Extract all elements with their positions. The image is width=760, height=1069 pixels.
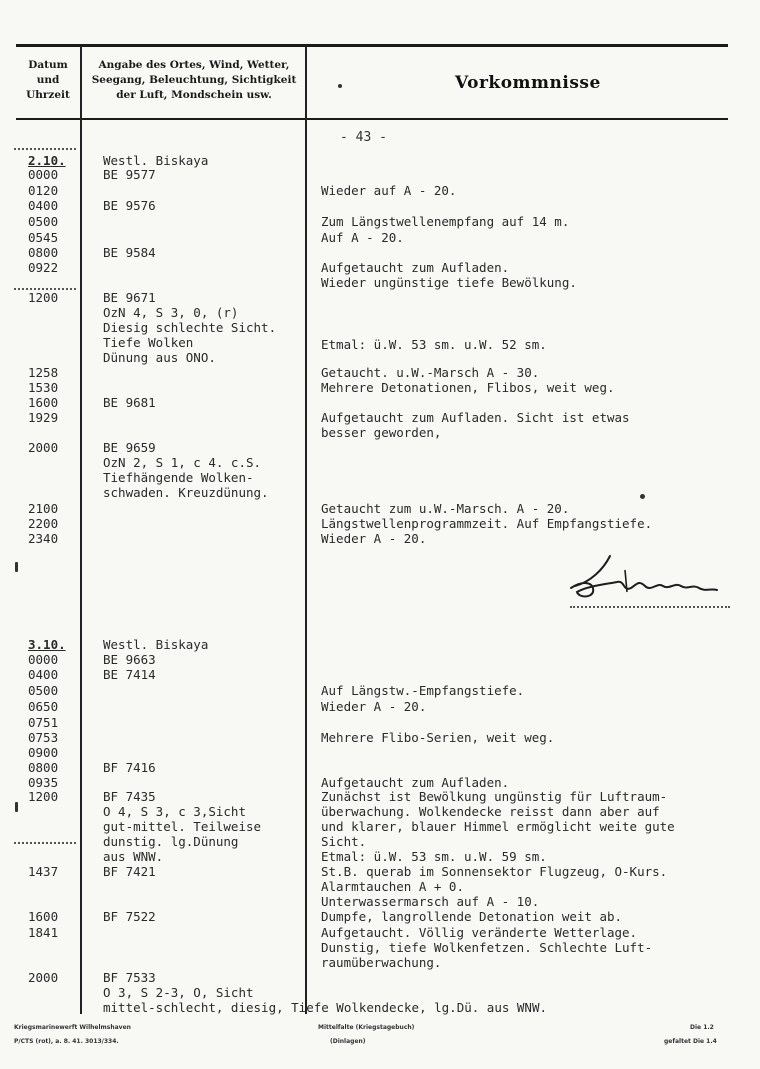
time-cell: 0000 bbox=[28, 167, 59, 182]
time-cell: 1600 bbox=[28, 909, 59, 924]
event-text: und klarer, blauer Himmel ermöglicht weite gute bbox=[321, 819, 675, 834]
location-text: BE 9681 bbox=[103, 395, 156, 410]
date-label: 2.10. bbox=[28, 153, 66, 168]
event-text: Dumpfe, langrollende Detonation weit ab. bbox=[321, 909, 623, 924]
location-text: OzN 4, S 3, 0, (r) bbox=[103, 305, 239, 320]
time-cell: 0545 bbox=[28, 230, 59, 245]
time-cell: 2100 bbox=[28, 501, 59, 516]
time-cell: 0500 bbox=[28, 683, 59, 698]
location-text: dunstig. lg.Dünung bbox=[103, 834, 239, 849]
header-location-weather: Angabe des Ortes, Wind, Wetter, Seegang, Beleuchtung, Sichtigkeit der Luft, Mondschein usw. bbox=[91, 59, 297, 101]
time-cell: 0650 bbox=[28, 699, 59, 714]
footer-fold-note: Mittelfalte (Kriegstagebuch) bbox=[318, 1024, 415, 1031]
location-text: BF 7533 bbox=[103, 970, 156, 985]
date-label: 3.10. bbox=[28, 637, 66, 652]
location-text: schwaden. Kreuzdünung. bbox=[103, 485, 269, 500]
event-text: Wieder ungünstige tiefe Bewölkung. bbox=[321, 275, 577, 290]
time-cell: 0400 bbox=[28, 667, 59, 682]
time-cell: 0800 bbox=[28, 245, 59, 260]
ink-speck bbox=[15, 562, 18, 572]
time-cell: 2000 bbox=[28, 440, 59, 455]
event-text: Sicht. bbox=[321, 834, 367, 849]
footer-fold-right-2: gefaltet Die 1.4 bbox=[664, 1038, 717, 1045]
location-text: aus WNW. bbox=[103, 849, 164, 864]
location-text: BF 7435 bbox=[103, 789, 156, 804]
location-text: Tiefhängende Wolken- bbox=[103, 470, 254, 485]
time-cell: 1600 bbox=[28, 395, 59, 410]
dotted-separator bbox=[14, 148, 76, 150]
time-cell: 0400 bbox=[28, 198, 59, 213]
location-text: Diesig schlechte Sicht. bbox=[103, 320, 277, 335]
location-text: Dünung aus ONO. bbox=[103, 350, 216, 365]
event-text: Getaucht zum u.W.-Marsch. A - 20. bbox=[321, 501, 570, 516]
event-text: Zunächst ist Bewölkung ungünstig für Luftraum- bbox=[321, 789, 668, 804]
time-cell: 0500 bbox=[28, 214, 59, 229]
time-cell: 0753 bbox=[28, 730, 59, 745]
footer-form-number: P/CTS (rot), a. 8. 41. 3013/334. bbox=[14, 1038, 119, 1045]
location-text: Tiefe Wolken bbox=[103, 335, 194, 350]
time-cell: 1530 bbox=[28, 380, 59, 395]
time-cell: 0000 bbox=[28, 652, 59, 667]
location-text: BE 9584 bbox=[103, 245, 156, 260]
location-text: Westl. Biskaya bbox=[103, 637, 209, 652]
event-text: Längstwellenprogrammzeit. Auf Empfangstiefe. bbox=[321, 516, 653, 531]
header-events-title: Vorkommnisse bbox=[455, 73, 601, 93]
ink-speck bbox=[640, 494, 645, 499]
event-text: Auf A - 20. bbox=[321, 230, 404, 245]
location-text: BE 9671 bbox=[103, 290, 156, 305]
dotted-separator bbox=[570, 606, 730, 608]
location-text: BF 7416 bbox=[103, 760, 156, 775]
event-text: Getaucht. u.W.-Marsch A - 30. bbox=[321, 365, 540, 380]
event-text: Zum Längstwellenempfang auf 14 m. bbox=[321, 214, 570, 229]
dotted-separator bbox=[14, 842, 76, 844]
event-text: Wieder A - 20. bbox=[321, 531, 427, 546]
time-cell: 1929 bbox=[28, 410, 59, 425]
event-text: raumüberwachung. bbox=[321, 955, 442, 970]
header-top-rule bbox=[16, 44, 728, 47]
time-cell: 0120 bbox=[28, 183, 59, 198]
header-date-time: Datum und Uhrzeit bbox=[26, 59, 70, 101]
location-text: BF 7522 bbox=[103, 909, 156, 924]
time-cell: 0900 bbox=[28, 745, 59, 760]
event-text: Aufgetaucht zum Aufladen. Sicht ist etwas bbox=[321, 410, 630, 425]
location-text: O 3, S 2-3, O, Sicht bbox=[103, 985, 254, 1000]
ink-speck bbox=[338, 84, 342, 88]
event-text: St.B. querab im Sonnensektor Flugzeug, O-Kurs. bbox=[321, 864, 668, 879]
location-text: BE 9659 bbox=[103, 440, 156, 455]
signature-mark bbox=[565, 552, 725, 604]
event-text: Etmal: ü.W. 53 sm. u.W. 52 sm. bbox=[321, 337, 547, 352]
dotted-separator bbox=[14, 288, 76, 290]
event-text: Etmal: ü.W. 53 sm. u.W. 59 sm. bbox=[321, 849, 547, 864]
event-text: Wieder auf A - 20. bbox=[321, 183, 457, 198]
location-text: BE 7414 bbox=[103, 667, 156, 682]
event-text: Mehrere Detonationen, Flibos, weit weg. bbox=[321, 380, 615, 395]
time-cell: 1200 bbox=[28, 290, 59, 305]
ink-speck bbox=[15, 802, 18, 812]
location-text: Westl. Biskaya bbox=[103, 153, 209, 168]
time-cell: 1437 bbox=[28, 864, 59, 879]
location-text: gut-mittel. Teilweise bbox=[103, 819, 262, 834]
event-text: überwachung. Wolkendecke reisst dann aber auf bbox=[321, 804, 660, 819]
location-text: mittel-schlecht, diesig, Tiefe Wolkendecke, lg.Dü. aus WNW. bbox=[103, 1000, 548, 1015]
event-text: Dunstig, tiefe Wolkenfetzen. Schlechte Luft- bbox=[321, 940, 653, 955]
page-number: - 43 - bbox=[340, 130, 387, 145]
footer-fold-right: Die 1.2 bbox=[690, 1024, 714, 1031]
time-cell: 2000 bbox=[28, 970, 59, 985]
location-text: BF 7421 bbox=[103, 864, 156, 879]
event-text: Auf Längstw.-Empfangstiefe. bbox=[321, 683, 525, 698]
time-cell: 0800 bbox=[28, 760, 59, 775]
time-cell: 2200 bbox=[28, 516, 59, 531]
time-cell: 0935 bbox=[28, 775, 59, 790]
event-text: Wieder A - 20. bbox=[321, 699, 427, 714]
header-bottom-rule bbox=[16, 118, 728, 120]
time-cell: 1841 bbox=[28, 925, 59, 940]
footer-fold-sub: (Dinlagen) bbox=[330, 1038, 366, 1045]
column-divider-1 bbox=[80, 46, 82, 1014]
location-text: BE 9576 bbox=[103, 198, 156, 213]
location-text: BE 9577 bbox=[103, 167, 156, 182]
location-text: BE 9663 bbox=[103, 652, 156, 667]
column-divider-2 bbox=[305, 46, 307, 1014]
event-text: Aufgetaucht. Völlig veränderte Wetterlage. bbox=[321, 925, 638, 940]
footer-printer: Kriegsmarinewerft Wilhelmshaven bbox=[14, 1024, 131, 1031]
location-text: OzN 2, S 1, c 4. c.S. bbox=[103, 455, 262, 470]
event-text: Alarmtauchen A + 0. bbox=[321, 879, 464, 894]
event-text: Mehrere Flibo-Serien, weit weg. bbox=[321, 730, 555, 745]
event-text: Unterwassermarsch auf A - 10. bbox=[321, 894, 540, 909]
time-cell: 0751 bbox=[28, 715, 59, 730]
event-text: Aufgetaucht zum Aufladen. bbox=[321, 260, 510, 275]
time-cell: 2340 bbox=[28, 531, 59, 546]
event-text: besser geworden, bbox=[321, 425, 442, 440]
time-cell: 1200 bbox=[28, 789, 59, 804]
time-cell: 0922 bbox=[28, 260, 59, 275]
time-cell: 1258 bbox=[28, 365, 59, 380]
location-text: O 4, S 3, c 3,Sicht bbox=[103, 804, 246, 819]
event-text: Aufgetaucht zum Aufladen. bbox=[321, 775, 510, 790]
